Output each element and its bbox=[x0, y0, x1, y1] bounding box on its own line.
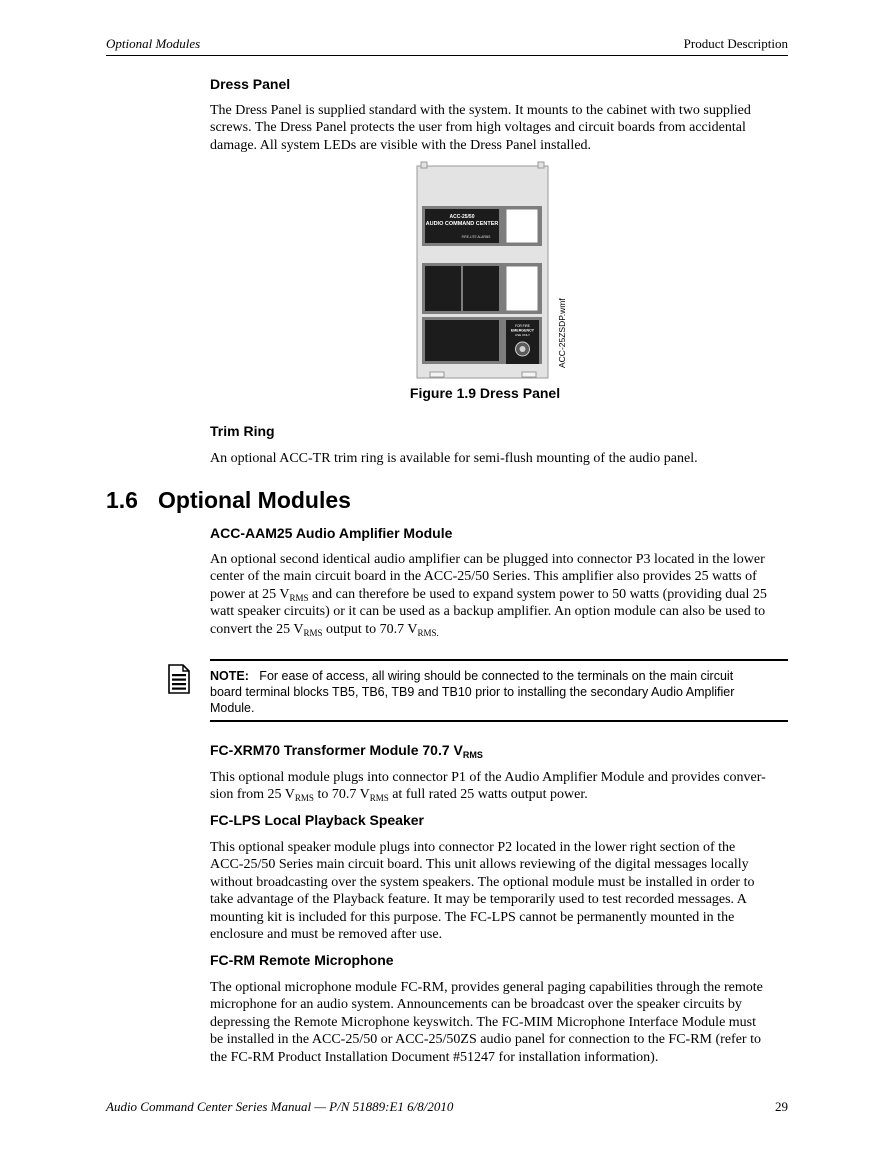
text-line: The Dress Panel is supplied standard with the system. It mounts to the cabinet with two supplied bbox=[210, 103, 751, 118]
text-line: microphone for an audio system. Announcements can be broadcast over the speaker circuits by bbox=[210, 997, 742, 1013]
dress-panel-paragraph bbox=[210, 102, 788, 154]
page-number: 29 bbox=[775, 1099, 788, 1114]
note-icon bbox=[168, 664, 190, 694]
text-line: without broadcasting over the system speakers. The optional module must be installed in order to bbox=[210, 874, 755, 890]
text-line: board terminal blocks TB5, TB6, TB9 and TB10 prior to installing the secondary Audio Amplifier bbox=[210, 685, 735, 699]
aam25-paragraph bbox=[210, 551, 788, 638]
note-box bbox=[210, 659, 788, 722]
panel-title-line1: ACC-25/50 bbox=[449, 214, 475, 220]
text-line: sion from 25 $V_{RMS}$ to 70.7 $V_{RMS}$ at full rated 25 watts output power. bbox=[210, 787, 588, 804]
panel-title-line2: AUDIO COMMAND CENTER bbox=[425, 221, 499, 227]
aam25-heading: ACC-AAM25 Audio Amplifier Module bbox=[210, 525, 453, 541]
emergency-line1: FOR FIRE bbox=[515, 324, 530, 328]
text-line: NOTE: For ease of access, all wiring should be connected to the terminals on the main circuit bbox=[210, 669, 734, 683]
section-title: Optional Modules bbox=[158, 487, 351, 513]
key-emblem-icon bbox=[516, 342, 530, 356]
figure-caption: Figure 1.9 Dress Panel bbox=[409, 385, 561, 401]
text-line: mounting kit is included for this purpose. The FC-LPS cannot be permanently mounted in the bbox=[210, 909, 735, 925]
dress-panel-heading: Dress Panel bbox=[210, 76, 291, 92]
section-heading bbox=[106, 487, 351, 514]
panel-brand: FIRE-LITE ALARMS bbox=[461, 235, 491, 239]
dress-panel-figure bbox=[410, 162, 567, 382]
text-line: the FC-RM Product Installation Document #51247 for installation information). bbox=[210, 1049, 659, 1065]
text-line: center of the main circuit board in the ACC-25/50 Series. This amplifier also provides 25 watts of bbox=[210, 569, 757, 585]
note-label: NOTE: bbox=[210, 669, 249, 683]
text-line: An optional second identical audio amplifier can be plugged into connector P3 located in the lower bbox=[210, 552, 765, 567]
text-line: watt speaker circuits) or it can be used as a backup amplifier. An option module can also be used to bbox=[210, 604, 766, 620]
figure-filename: ACC-25ZSDP.wmf bbox=[557, 298, 567, 368]
text-line: enclosure and must be removed after use. bbox=[210, 927, 443, 943]
rm-paragraph bbox=[210, 979, 788, 1066]
section-number: 1.6 bbox=[106, 487, 138, 513]
note-text bbox=[210, 668, 734, 716]
text-line: take advantage of the Playback feature. It may be temporarily used to test recorded messages. A bbox=[210, 892, 747, 908]
text-line: This optional speaker module plugs into connector P2 located in the lower right section of the bbox=[210, 840, 736, 855]
lps-heading: FC-LPS Local Playback Speaker bbox=[210, 812, 424, 828]
xrm70-paragraph bbox=[210, 769, 788, 804]
text-line: power at 25 $V_{RMS}$ and can therefore be used to expand system power to 50 watts (providing dual 25 bbox=[210, 586, 767, 603]
text-line: Module. bbox=[210, 701, 255, 715]
text-line: This optional module plugs into connector P1 of the Audio Amplifier Module and provides conver- bbox=[210, 770, 766, 785]
xrm70-heading: FC-XRM70 Transformer Module 70.7 $V_{RMS}$ bbox=[210, 742, 483, 760]
text-line: depressing the Remote Microphone keyswitch. The FC-MIM Microphone Interface Module must bbox=[210, 1014, 757, 1030]
text-line: An optional ACC-TR trim ring is available for semi-flush mounting of the audio panel. bbox=[210, 451, 698, 466]
footer-manual-info: Audio Command Center Series Manual — P/N 51889:E1 6/8/2010 bbox=[106, 1099, 454, 1114]
rm-heading: FC-RM Remote Microphone bbox=[210, 952, 394, 968]
text-line: convert the 25 $V_{RMS}$ output to 70.7 $V_{RMS.}$ bbox=[210, 621, 439, 638]
text-line: be installed in the ACC-25/50 or ACC-25/50ZS audio panel for connection to the FC-RM (refer to bbox=[210, 1032, 761, 1048]
emergency-line3: USE ONLY bbox=[515, 333, 530, 337]
text-line: ACC-25/50 Series main circuit board. This unit allows reviewing of the digital messages locally bbox=[210, 857, 749, 873]
text-line: screws. The Dress Panel protects the user from high voltages and circuit boards from accidental bbox=[210, 120, 746, 136]
text-line: damage. All system LEDs are visible with the Dress Panel installed. bbox=[210, 137, 592, 153]
header-section-title: Optional Modules bbox=[106, 36, 201, 51]
trim-ring-heading: Trim Ring bbox=[210, 423, 275, 439]
trim-ring-paragraph bbox=[210, 450, 788, 467]
emergency-line2: EMERGENCY bbox=[510, 328, 535, 333]
lps-paragraph bbox=[210, 839, 788, 943]
text-line: The optional microphone module FC-RM, provides general paging capabilities through the remote bbox=[210, 980, 763, 995]
header-chapter-title: Product Description bbox=[683, 36, 788, 51]
page-header bbox=[106, 36, 788, 56]
